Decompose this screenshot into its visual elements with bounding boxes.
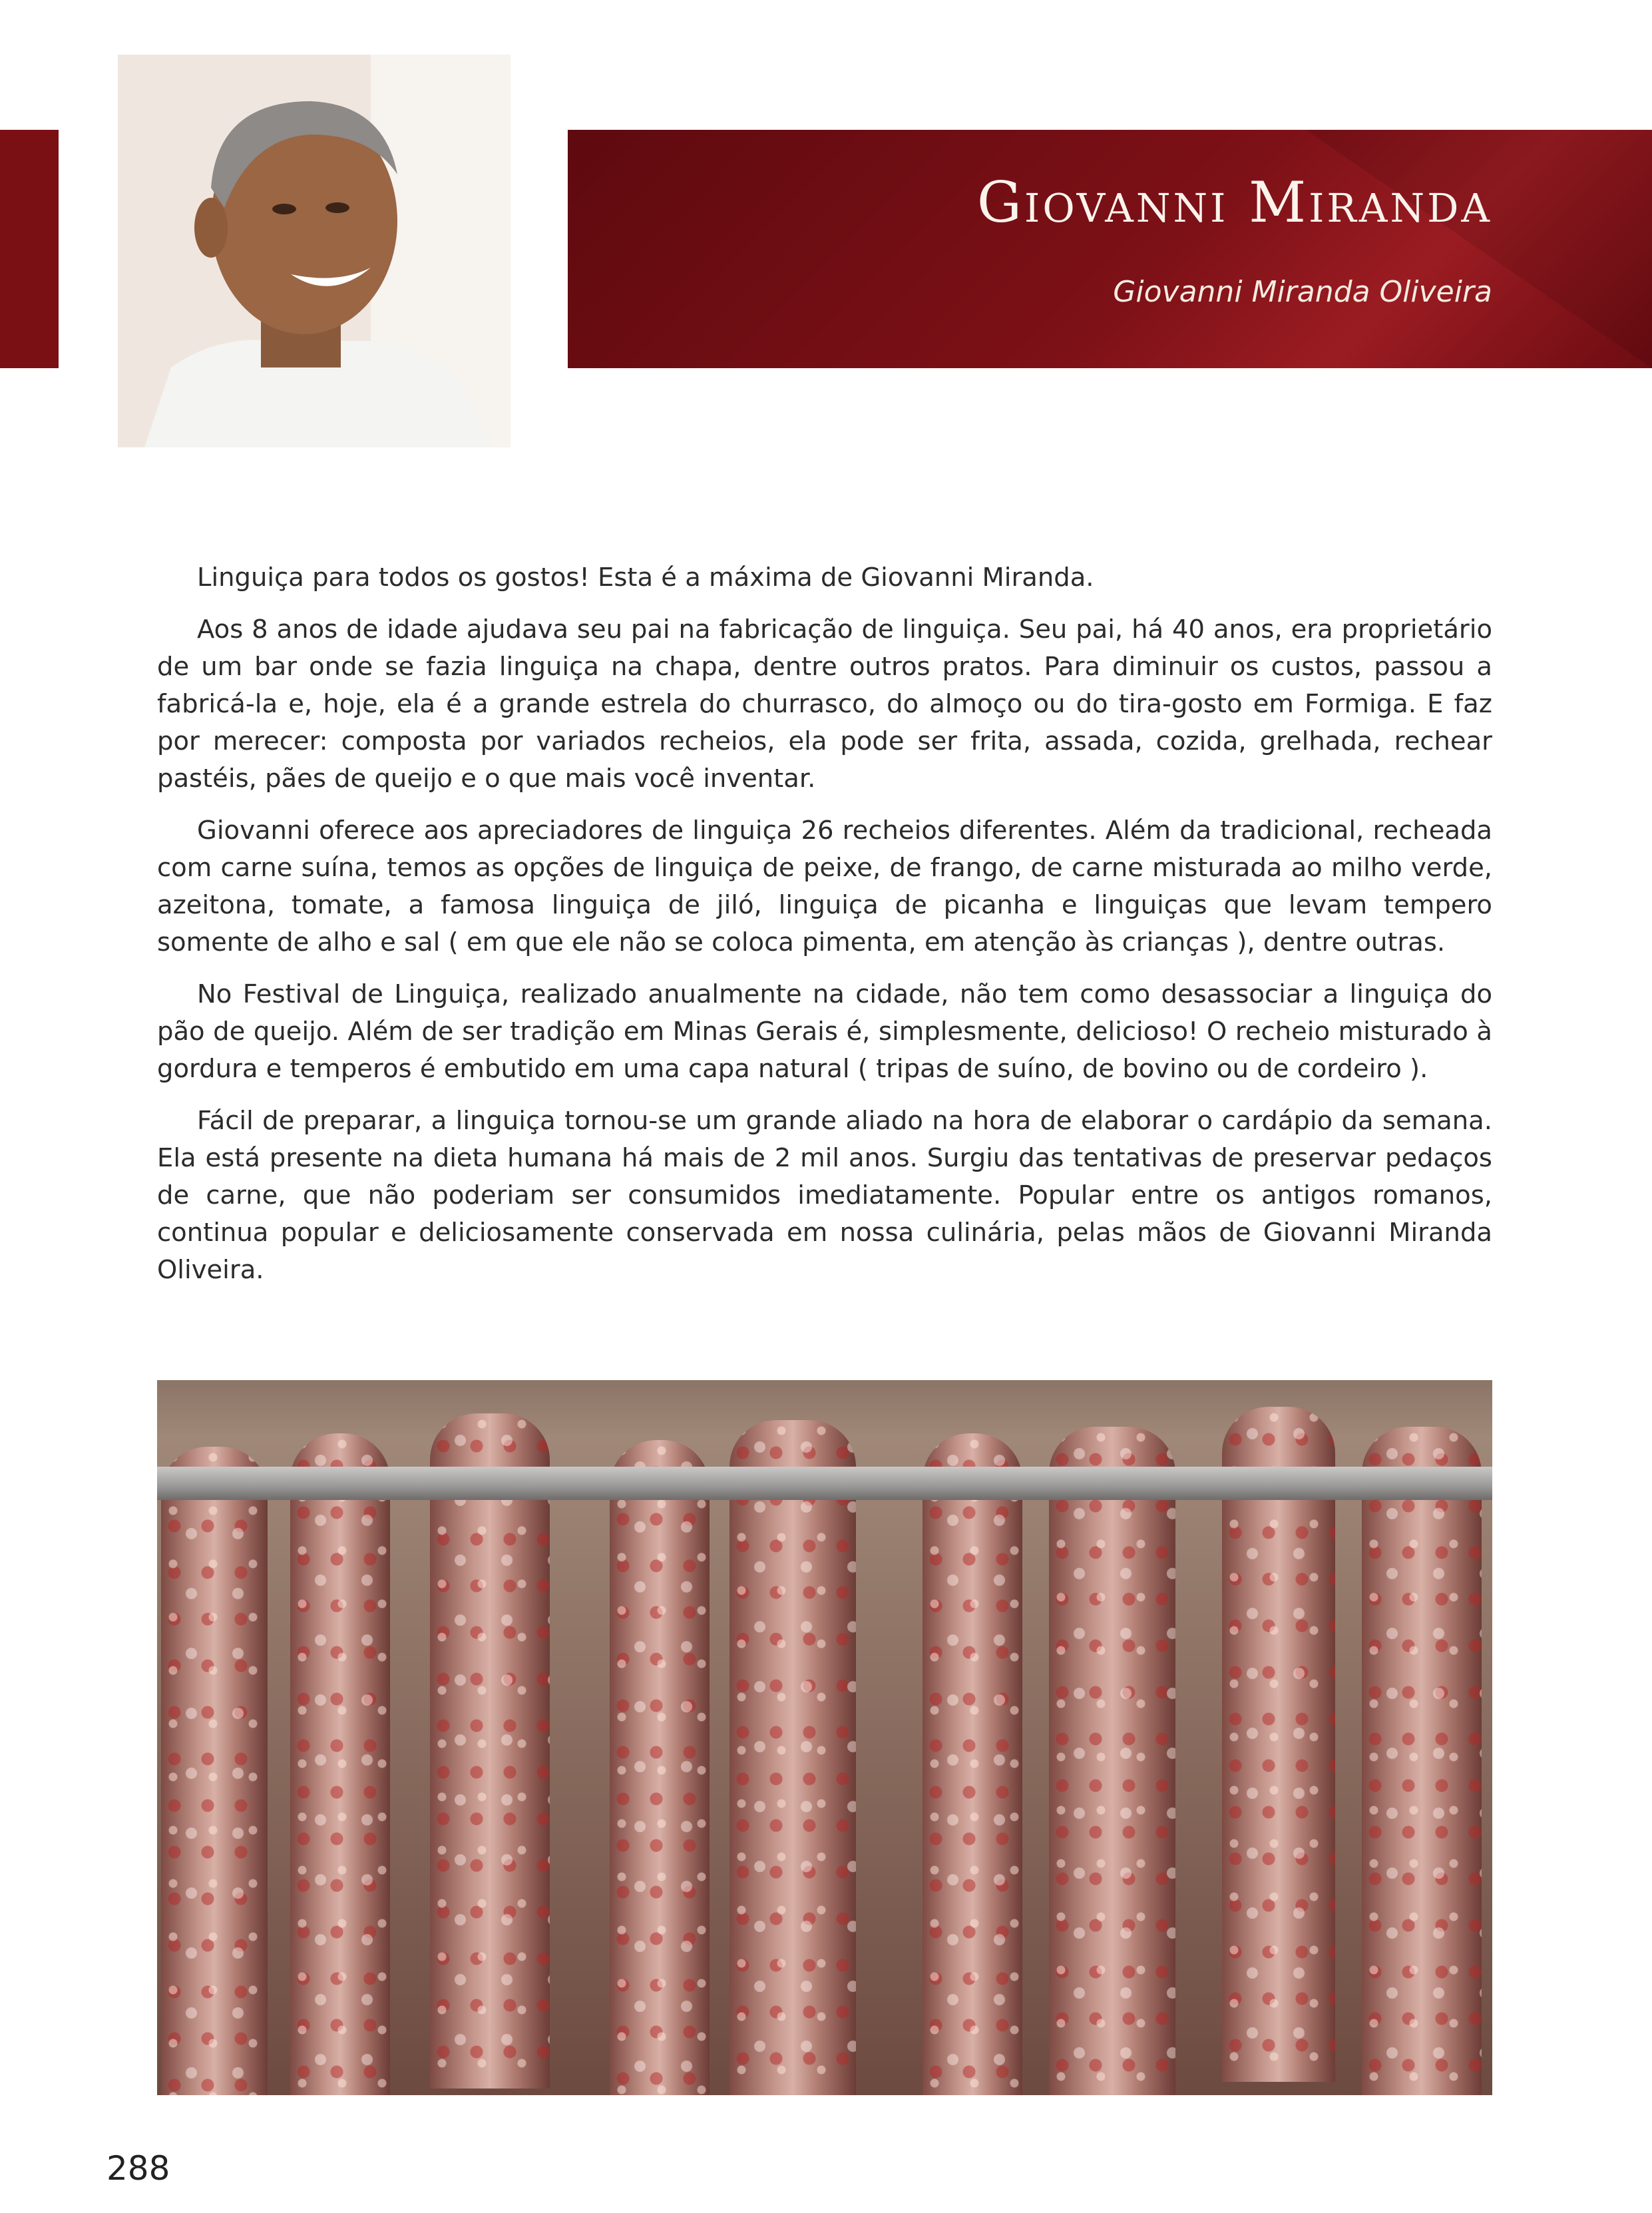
sausage [1222, 1407, 1335, 2082]
paragraph: Fácil de preparar, a linguiça tornou-se um grande aliado na hora de elaborar o cardápio da semana. Ela está presente na dieta humana há mais de 2 mil anos. Surgiu das tentativas de preservar pedaços de carne, que não poderiam ser consumidos imediatamente. Popular entre os antigos romanos, continua popular e deliciosamente conservada em nossa culinária, pelas mãos de Giovanni Miranda Oliveira. [157, 1106, 1492, 1285]
article-body [157, 559, 1492, 1304]
page-number: 288 [106, 2149, 170, 2188]
sausage-photo [157, 1380, 1492, 2095]
portrait-photo [118, 55, 511, 447]
title-banner [568, 130, 1652, 368]
sausage [923, 1433, 1022, 2095]
sausage [1049, 1427, 1175, 2095]
page-title: Giovanni Miranda [976, 170, 1492, 235]
paragraph: Linguiça para todos os gostos! Esta é a máxima de Giovanni Miranda. [197, 563, 1094, 593]
paragraph: Aos 8 anos de idade ajudava seu pai na fabricação de linguiça. Seu pai, há 40 anos, era proprietário de um bar onde se fazia linguiça na chapa, dentre outros pratos. Para diminuir os custos, passou a fabricá-la e, hoje, ela é a grande estrela do churrasco, do almoço ou do tira-gosto em Formiga. E faz por merecer: composta por variados recheios, ela pode ser frita, assada, cozida, grelhada, rechear pastéis, pães de queijo e o que mais você inventar. [157, 615, 1492, 794]
portrait-illustration [118, 55, 511, 447]
paragraph: Giovanni oferece aos apreciadores de linguiça 26 recheios diferentes. Além da tradicional, recheada com carne suína, temos as opções de linguiça de peixe, de frango, de carne misturada ao milho verde, azeitona, tomate, a famosa linguiça de jiló, linguiça de picanha e linguiças que levam tempero somente de alho e sal ( em que ele não se coloca pimenta, em atenção às crianças ), dentre outras. [157, 816, 1492, 957]
sausage [161, 1447, 268, 2095]
sausage [430, 1413, 550, 2089]
hanging-rod [157, 1467, 1492, 1500]
left-accent-bar [0, 130, 59, 368]
paragraph: No Festival de Linguiça, realizado anualmente na cidade, não tem como desassociar a linguiça do pão de queijo. Além de ser tradição em Minas Gerais é, simplesmente, delicioso! O recheio misturado à gordura e temperos é embutido em uma capa natural ( tripas de suíno, de bovino ou de cordeiro ). [157, 979, 1492, 1084]
page-subtitle: Giovanni Miranda Oliveira [1113, 275, 1492, 309]
sausage [610, 1440, 710, 2095]
banner-decoration [1306, 130, 1652, 368]
sausage [729, 1420, 856, 2095]
sausage [290, 1433, 390, 2095]
sausage [1362, 1427, 1482, 2095]
